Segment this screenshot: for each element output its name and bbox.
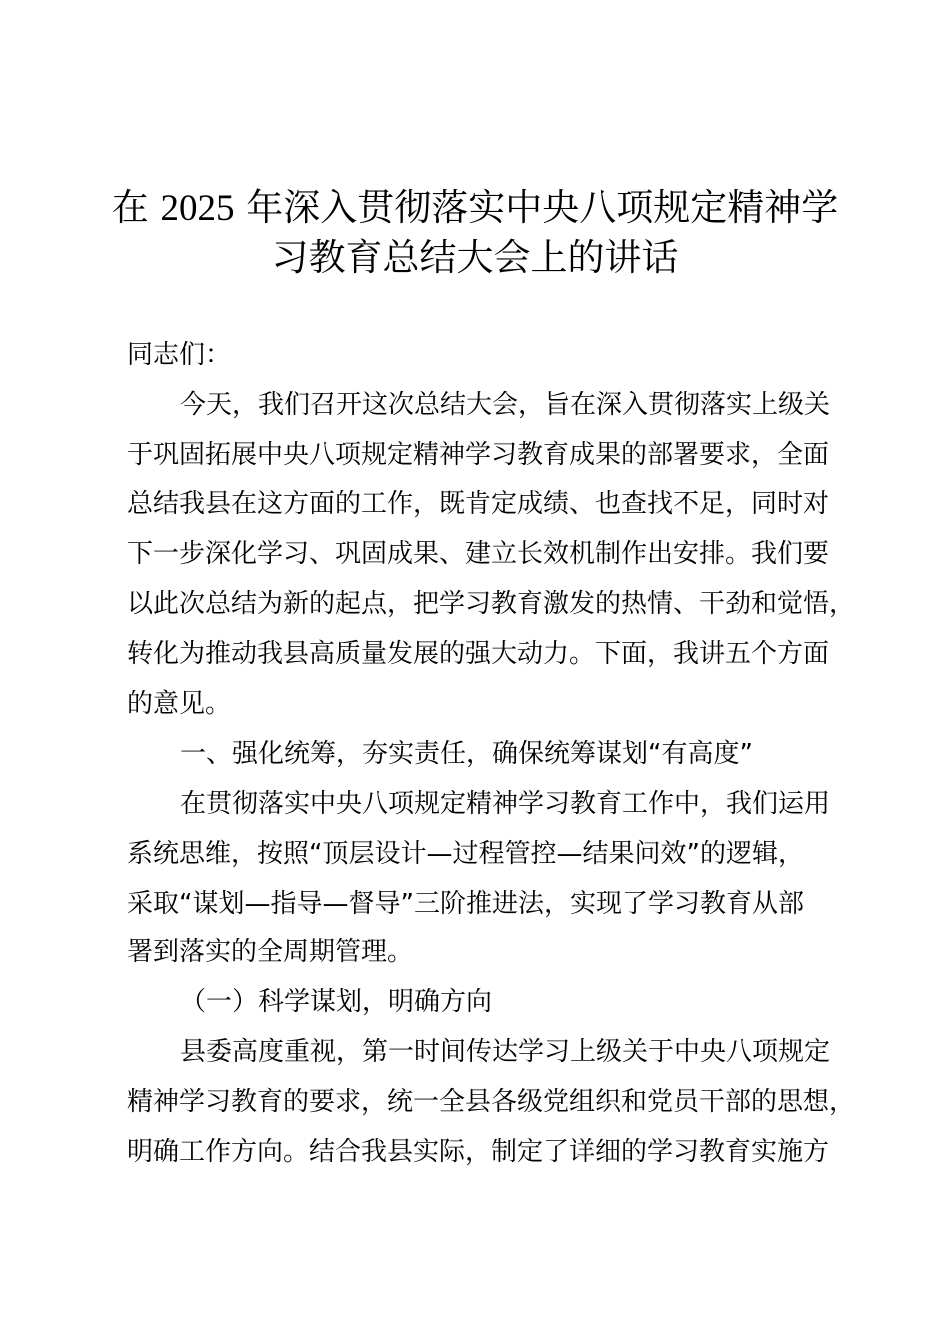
body-line: 转化为推动我县高质量发展的强大动力。下面，我讲五个方面 xyxy=(127,639,830,669)
body-line: 系统思维，按照“顶层设计—过程管控—结果问效”的逻辑， xyxy=(127,839,804,869)
body-line: 于巩固拓展中央八项规定精神学习教育成果的部署要求，全面 xyxy=(127,440,830,470)
subsection-heading: （一）科学谋划，明确方向 xyxy=(180,987,493,1017)
title-year: 2025 xyxy=(160,188,235,229)
body-line: 总结我县在这方面的工作，既肯定成绩、也查找不足，同时对 xyxy=(127,489,830,519)
body-line: 精神学习教育的要求，统一全县各级党组织和党员干部的思想， xyxy=(127,1087,856,1117)
body-line: 下一步深化学习、巩固成果、建立长效机制作出安排。我们要 xyxy=(127,539,830,569)
document-title-line-2: 习教育总结大会上的讲话 xyxy=(271,236,679,279)
body-line: 县委高度重视，第一时间传达学习上级关于中央八项规定 xyxy=(180,1037,831,1067)
document-title-line-1 xyxy=(100,181,850,236)
body-line: 今天，我们召开这次总结大会，旨在深入贯彻落实上级关 xyxy=(180,390,831,420)
body-line: 的意见。 xyxy=(127,689,232,719)
section-heading: 一、强化统筹，夯实责任，确保统筹谋划“有高度” xyxy=(180,739,753,769)
body-line: 署到落实的全周期管理。 xyxy=(127,937,414,967)
title-suffix: 年深入贯彻落实中央八项规定精神学 xyxy=(234,186,839,229)
body-line: 以此次总结为新的起点，把学习教育激发的热情、干劲和觉悟， xyxy=(127,589,856,619)
body-line: 明确工作方向。结合我县实际，制定了详细的学习教育实施方 xyxy=(127,1137,830,1167)
title-prefix: 在 xyxy=(111,186,161,229)
salutation: 同志们： xyxy=(127,340,232,370)
body-line: 采取“谋划—指导—督导”三阶推进法，实现了学习教育从部 xyxy=(127,889,804,919)
body-line: 在贯彻落实中央八项规定精神学习教育工作中，我们运用 xyxy=(180,789,831,819)
